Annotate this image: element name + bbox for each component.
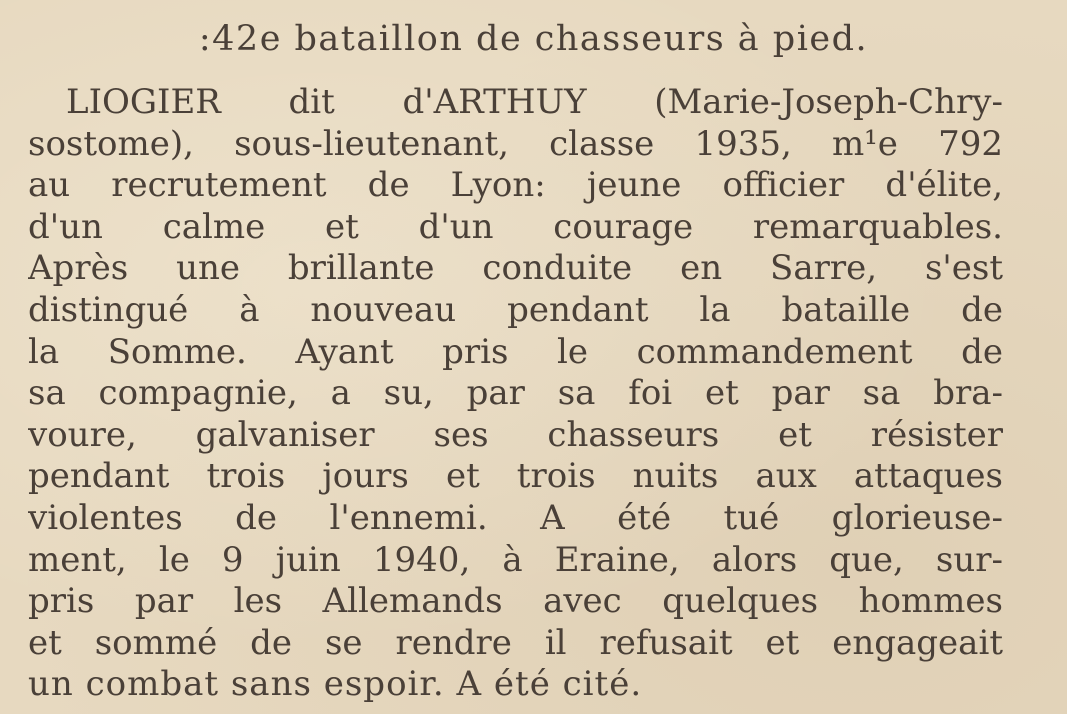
citation-line: un combat sans espoir. A été cité. <box>28 664 643 705</box>
citation-line: violentes de l'ennemi. A été tué glorieuse- <box>28 497 1003 538</box>
citation-line: ment, le 9 juin 1940, à Eraine, alors que, sur- <box>28 539 1003 580</box>
citation-line: pris par les Allemands avec quelques hommes <box>28 581 1003 622</box>
citation-line: au recrutement de Lyon: jeune officier d'élite, <box>28 165 1003 206</box>
battalion-heading: :42e bataillon de chasseurs à pied. <box>198 19 869 59</box>
citation-line: pendant trois jours et trois nuits aux attaques <box>28 456 1003 497</box>
citation-line: et sommé de se rendre il refusait et engageait <box>28 622 1003 663</box>
citation-line: Après une brillante conduite en Sarre, s'est <box>28 248 1003 289</box>
citation-line: LIOGIER dit d'ARTHUY (Marie-Joseph-Chry- <box>66 82 1003 122</box>
citation-line: la Somme. Ayant pris le commandement de <box>28 331 1003 372</box>
citation-text <box>28 82 1003 706</box>
citation-line: distingué à nouveau pendant la bataille de <box>28 289 1003 330</box>
citation-line: d'un calme et d'un courage remarquables. <box>28 206 1003 247</box>
citation-line: sostome), sous-lieutenant, classe 1935, m¹e 792 <box>28 123 1003 164</box>
citation-line: voure, galvaniser ses chasseurs et résister <box>28 414 1003 455</box>
citation-line: sa compagnie, a su, par sa foi et par sa bra- <box>28 373 1003 414</box>
